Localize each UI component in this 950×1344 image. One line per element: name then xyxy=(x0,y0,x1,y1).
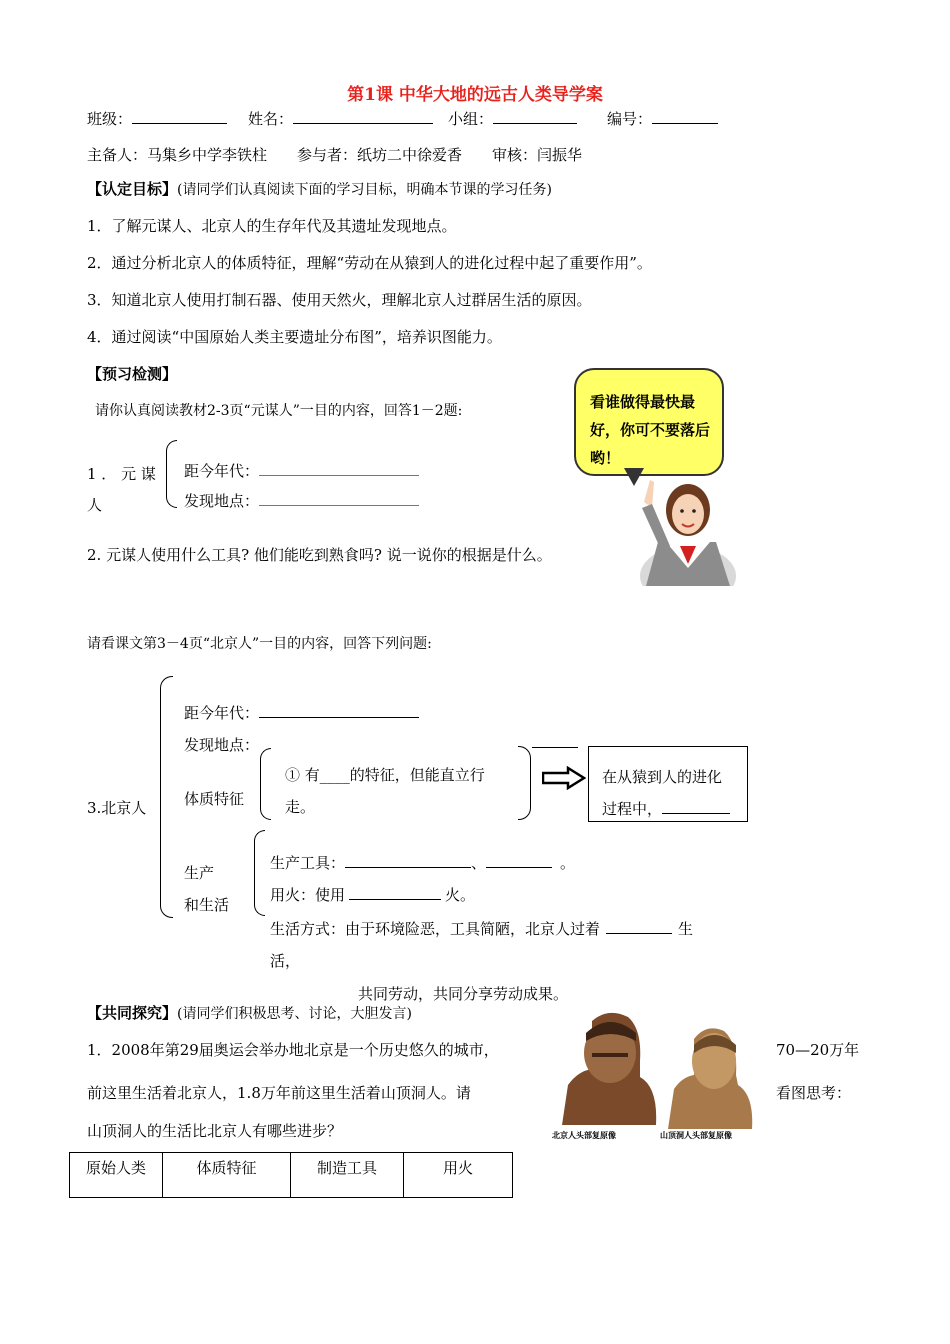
explore-line2-right: 看图思考： xyxy=(776,1084,852,1102)
skull-reconstruction-image xyxy=(548,1005,760,1143)
table-header-row xyxy=(70,1153,513,1198)
life-suffix: 生 xyxy=(678,920,694,938)
q1-age-blank[interactable] xyxy=(259,461,419,476)
q1-prefix: 1 ． 元 谋 xyxy=(87,465,156,483)
class-label: 班级： xyxy=(87,110,133,128)
table-header-cell: 原始人类 xyxy=(70,1153,163,1198)
tools-field xyxy=(270,852,575,873)
fire-label: 用火：使用 xyxy=(270,886,346,904)
number-field xyxy=(607,108,718,129)
number-label: 编号： xyxy=(607,110,653,128)
page-title: 第1课 中华大地的远古人类导学案 xyxy=(347,85,603,105)
table-header-cell: 制造工具 xyxy=(291,1153,404,1198)
explore-line2: 前这里生活着北京人，1.8万年前这里生活着山顶洞人。请 xyxy=(87,1084,471,1102)
group-label: 小组： xyxy=(448,110,494,128)
explore-line1: 1．2008年第29届奥运会举办地北京是一个历史悠久的城市， xyxy=(87,1041,499,1059)
staff-line: 主备人：马集乡中学李铁柱 参与者：纸坊二中徐爱香 审核：闫振华 xyxy=(87,146,583,164)
goal-item: 4．通过阅读“中国原始人类主要遗址分布图”，培养识图能力。 xyxy=(87,328,502,346)
group-blank[interactable] xyxy=(493,109,577,124)
tools-blank-2[interactable] xyxy=(486,853,552,868)
q1-site-field xyxy=(184,490,419,511)
q1-brace xyxy=(166,440,177,508)
goal-item: 3．知道北京人使用打制石器、使用天然火，理解北京人过群居生活的原因。 xyxy=(87,291,592,309)
peking-age-label: 距今年代： xyxy=(184,704,260,722)
conclusion-blank[interactable] xyxy=(662,799,730,814)
physique-left-brace xyxy=(260,748,271,820)
fire-blank[interactable] xyxy=(349,885,441,900)
class-blank[interactable] xyxy=(132,109,227,124)
girl-illustration xyxy=(636,468,736,586)
life-blank[interactable] xyxy=(606,919,672,934)
class-field xyxy=(87,108,227,129)
production-label-1: 生产 xyxy=(184,864,215,882)
tools-end: 。 xyxy=(560,854,576,872)
q1-age-field xyxy=(184,460,419,481)
goal-item: 2．通过分析北京人的体质特征，理解“劳动在从猿到人的进化过程中起了重要作用”。 xyxy=(87,254,652,272)
physique-feature-a: ① 有____的特征，但能直立行 xyxy=(285,766,485,784)
explore-line3: 山顶洞人的生活比北京人有哪些进步？ xyxy=(87,1122,343,1140)
comparison-table xyxy=(69,1152,513,1198)
explore-line1-right: 70—20万年 xyxy=(776,1041,860,1059)
conclusion-line2: 过程中， xyxy=(602,800,663,818)
goals-heading-line xyxy=(87,178,552,199)
name-blank[interactable] xyxy=(293,109,433,124)
goals-heading: 【认定目标】 xyxy=(87,180,178,198)
q1-suffix: 人 xyxy=(87,496,103,514)
table-header-cell: 体质特征 xyxy=(163,1153,291,1198)
name-field xyxy=(248,108,433,129)
production-label-2: 和生活 xyxy=(184,896,230,914)
peking-intro: 请看课文第3－4页“北京人”一目的内容，回答下列问题: xyxy=(87,636,432,652)
peking-root-label: 3.北京人 xyxy=(87,799,147,817)
table-header-cell: 用火 xyxy=(404,1153,513,1198)
arrow-right-icon xyxy=(542,766,586,790)
group-field xyxy=(448,108,577,129)
q2-text: 2. 元谋人使用什么工具? 他们能吃到熟食吗? 说一说你的根据是什么。 xyxy=(87,546,552,564)
life-cont: 活， xyxy=(270,952,301,970)
preview-heading: 【预习检测】 xyxy=(87,365,178,383)
fire-suffix: 火。 xyxy=(445,886,476,904)
explore-heading: 【共同探究】 xyxy=(87,1004,178,1022)
tools-label: 生产工具： xyxy=(270,854,346,872)
physique-label: 体质特征 xyxy=(184,790,245,808)
production-brace xyxy=(254,830,265,916)
name-label: 姓名： xyxy=(248,110,294,128)
caption-right: 山顶洞人头部复原像 xyxy=(660,1131,732,1140)
q1-age-label: 距今年代： xyxy=(184,462,260,480)
peking-age-blank[interactable] xyxy=(259,703,419,718)
peking-age-field xyxy=(184,702,419,723)
physique-extra-blank[interactable] xyxy=(532,747,578,748)
physique-right-brace xyxy=(518,746,531,820)
q1-site-blank[interactable] xyxy=(259,491,419,506)
goal-item: 1．了解元谋人、北京人的生存年代及其遗址发现地点。 xyxy=(87,217,457,235)
life-label: 生活方式：由于环境险恶，工具简陋，北京人过着 xyxy=(270,920,601,938)
preview-intro: 请你认真阅读教材2-3页“元谋人”一目的内容，回答1－2题: xyxy=(95,403,463,419)
q1-site-label: 发现地点： xyxy=(184,492,260,510)
physique-feature-b: 走。 xyxy=(285,798,316,816)
peking-site-label: 发现地点： xyxy=(184,736,260,754)
life-field xyxy=(270,918,693,939)
tools-blank-1[interactable] xyxy=(345,853,471,868)
goals-instruction: (请同学们认真阅读下面的学习目标，明确本节课的学习任务) xyxy=(177,182,552,198)
speech-bubble-text: 看谁做得最快最好，你可不要落后哟！ xyxy=(590,393,711,467)
peking-main-brace xyxy=(160,676,173,918)
explore-instruction: (请同学们积极思考、讨论，大胆发言) xyxy=(177,1006,412,1022)
tools-sep: 、 xyxy=(471,854,487,872)
conclusion-line2-field xyxy=(602,798,730,819)
explore-heading-line xyxy=(87,1002,412,1023)
life-cont2: 共同劳动，共同分享劳动成果。 xyxy=(358,985,569,1003)
fire-field xyxy=(270,884,475,905)
caption-left: 北京人头部复原像 xyxy=(552,1131,616,1140)
number-blank[interactable] xyxy=(652,109,718,124)
conclusion-line1: 在从猿到人的进化 xyxy=(602,768,723,786)
